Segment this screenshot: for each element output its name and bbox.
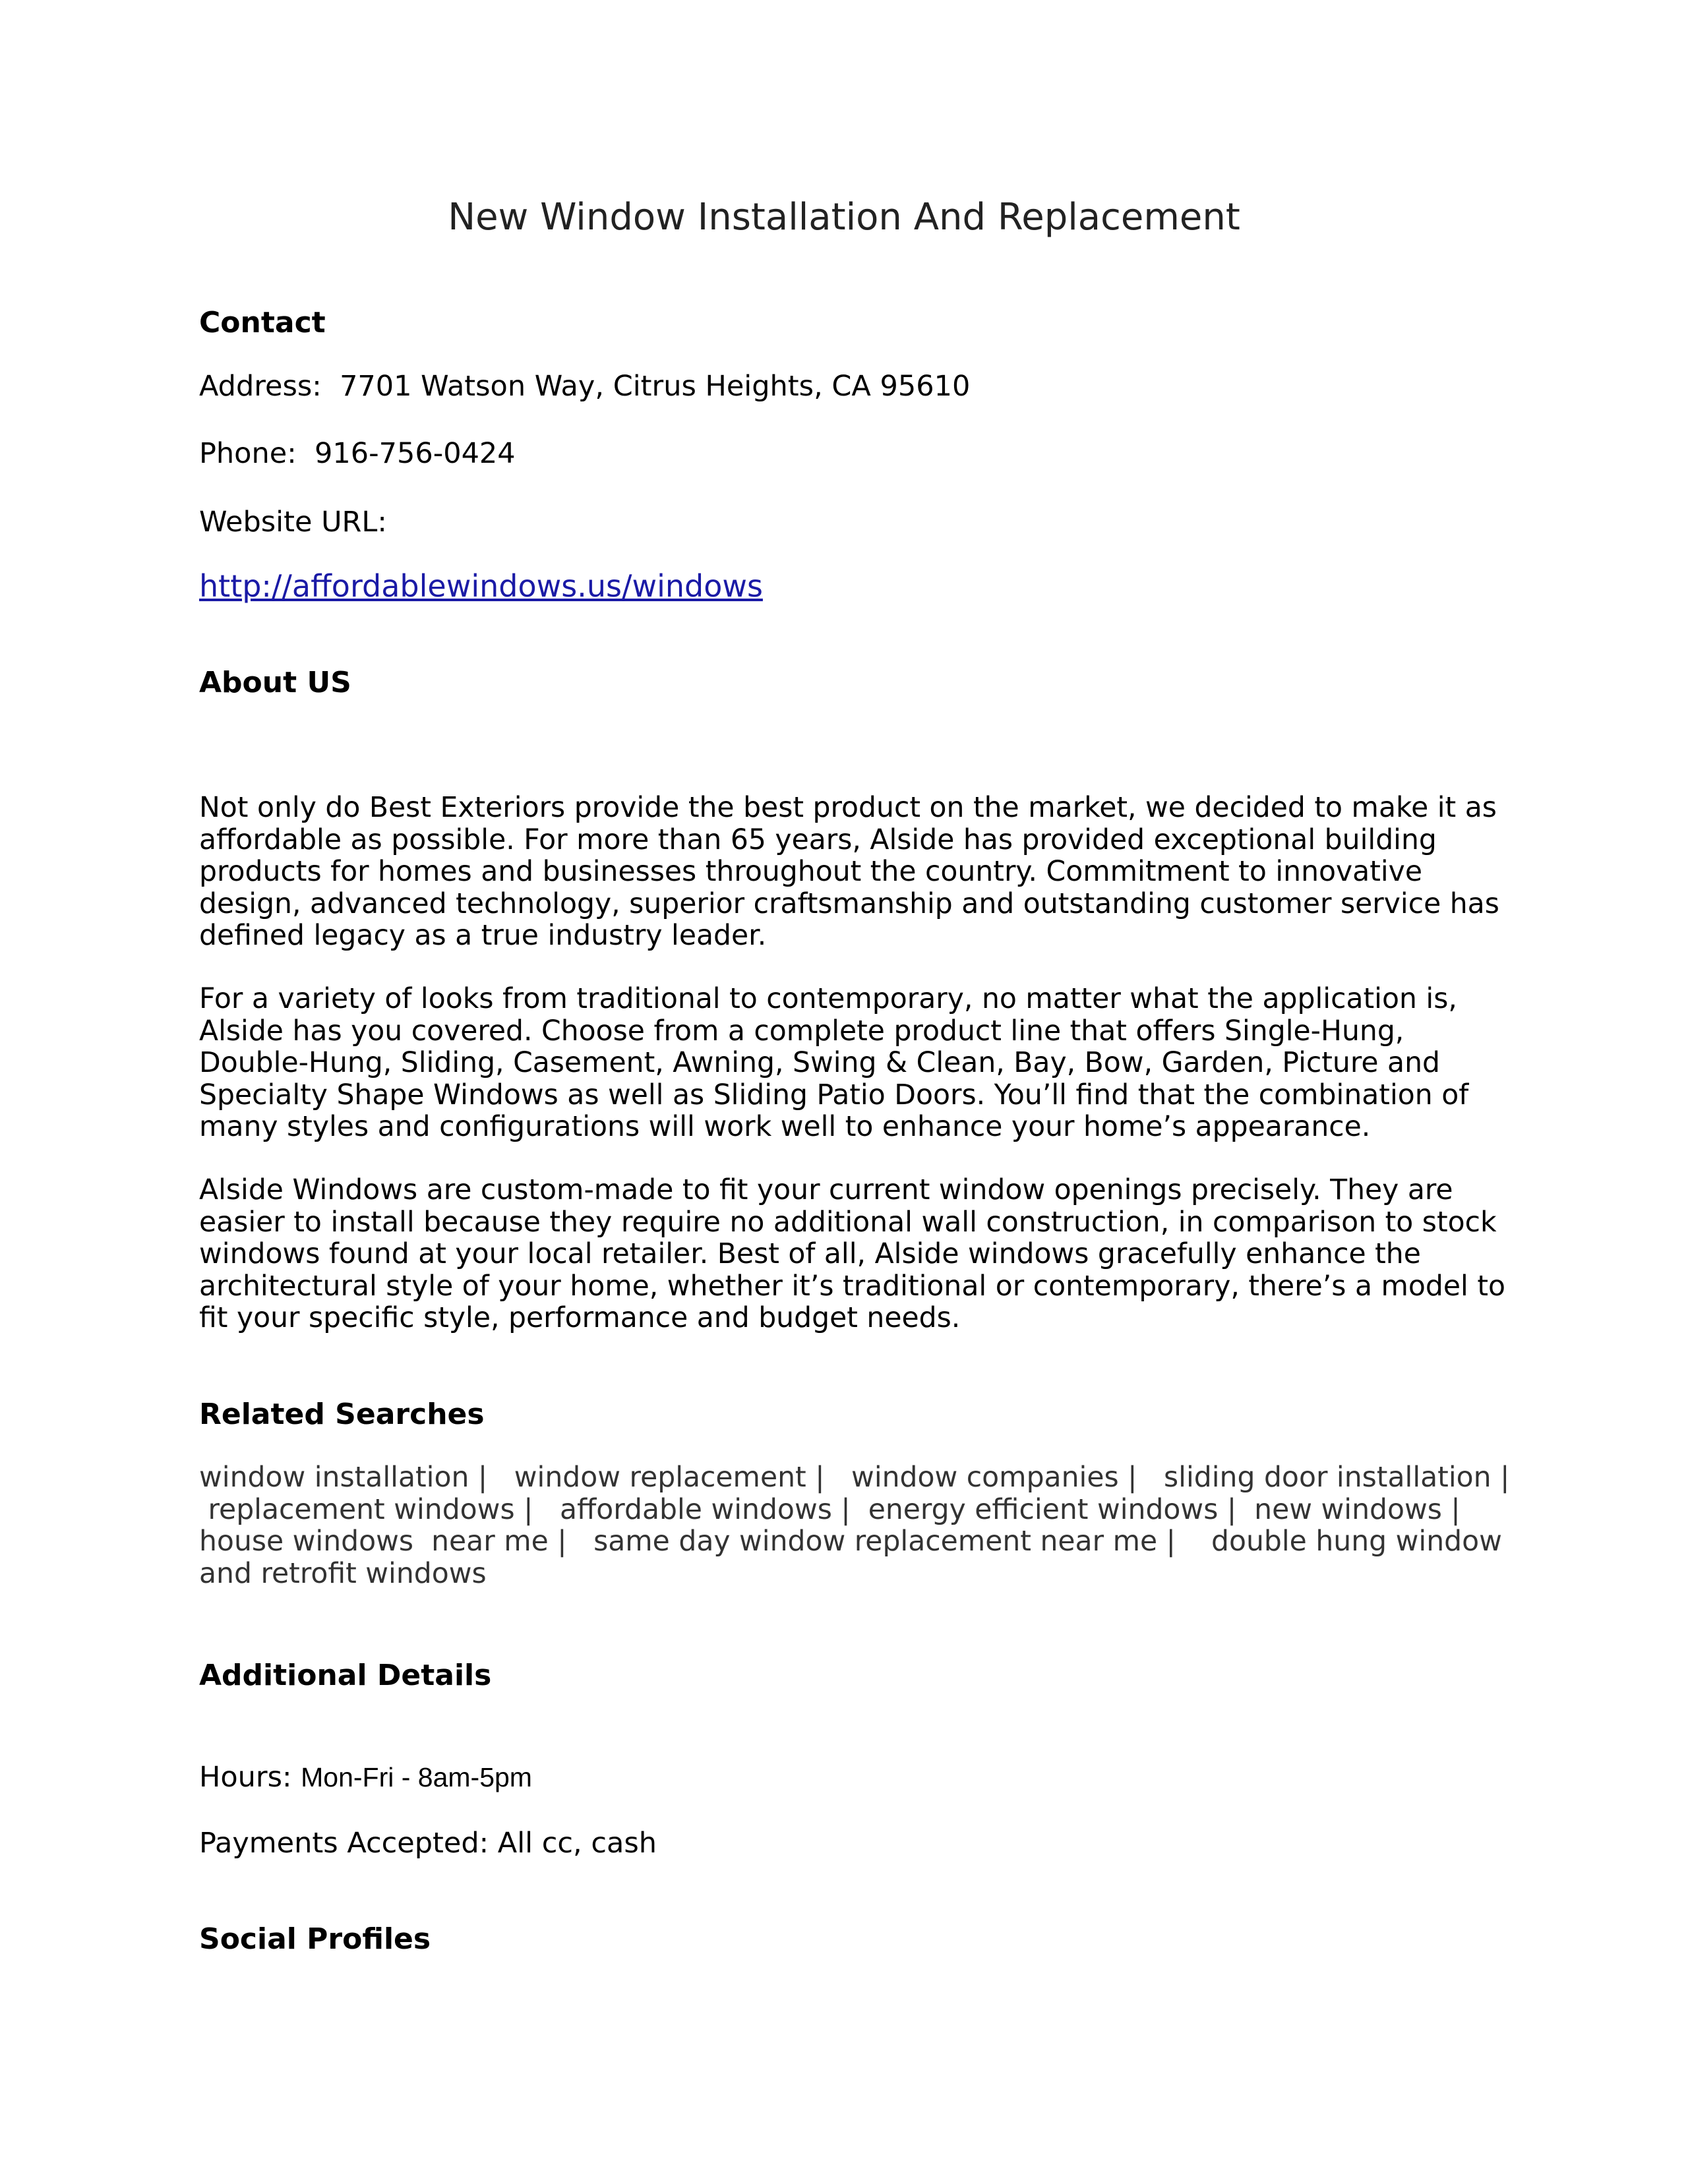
payments-value: All cc, cash xyxy=(497,1827,657,1860)
paragraph-line: defined legacy as a true industry leader. xyxy=(199,920,767,952)
related-line: replacement windows | affordable windows | energy efficient windows | new windows | xyxy=(199,1493,1461,1526)
page-title: New Window Installation And Replacement xyxy=(448,196,1240,239)
paragraph-line: Not only do Best Exteriors provide the best product on the market, we decided to make it as xyxy=(199,792,1497,824)
related-searches-list xyxy=(199,1462,1511,1590)
related-line: and retrofit windows xyxy=(199,1557,487,1590)
related-heading: Related Searches xyxy=(199,1398,485,1431)
hours-line xyxy=(199,1759,1511,1796)
phone-label: Phone: xyxy=(199,437,297,470)
social-heading: Social Profiles xyxy=(199,1922,431,1956)
about-paragraph-1 xyxy=(199,792,1511,953)
paragraph-line: affordable as possible. For more than 65 years, Alside has provided exceptional building xyxy=(199,823,1437,856)
paragraph-line: For a variety of looks from traditional to contemporary, no matter what the application is, xyxy=(199,983,1457,1015)
related-line: house windows near me | same day window replacement near me | double hung window xyxy=(199,1525,1502,1558)
hours-value: Mon-Fri - 8am-5pm xyxy=(301,1762,532,1792)
paragraph-line: many styles and configurations will work well to enhance your home’s appearance. xyxy=(199,1111,1371,1143)
address-line xyxy=(199,368,1511,405)
website-link[interactable]: http://affordablewindows.us/windows xyxy=(199,568,763,604)
paragraph-line: windows found at your local retailer. Best of all, Alside windows gracefully enhance the xyxy=(199,1238,1421,1270)
phone-value: 916-756-0424 xyxy=(315,437,516,470)
address-label: Address: xyxy=(199,370,322,403)
about-paragraph-2 xyxy=(199,984,1511,1144)
details-heading: Additional Details xyxy=(199,1659,492,1692)
related-line: window installation | window replacement | window companies | sliding door installation | xyxy=(199,1461,1510,1494)
hours-label: Hours: xyxy=(199,1761,292,1794)
phone-line xyxy=(199,435,1511,472)
paragraph-line: Alside Windows are custom-made to fit your current window openings precisely. They are xyxy=(199,1174,1453,1206)
payments-label: Payments Accepted: xyxy=(199,1827,489,1860)
about-paragraph-3 xyxy=(199,1175,1511,1335)
paragraph-line: products for homes and businesses throughout the country. Commitment to innovative xyxy=(199,856,1422,888)
paragraph-line: architectural style of your home, whether it’s traditional or contemporary, there’s a model to xyxy=(199,1270,1506,1303)
about-heading: About US xyxy=(199,666,351,699)
paragraph-line: design, advanced technology, superior craftsmanship and outstanding customer service has xyxy=(199,887,1499,920)
paragraph-line: Double-Hung, Sliding, Casement, Awning, Swing & Clean, Bay, Bow, Garden, Picture and xyxy=(199,1047,1440,1079)
payments-line xyxy=(199,1825,1511,1862)
contact-heading: Contact xyxy=(199,306,326,339)
address-value: 7701 Watson Way, Citrus Heights, CA 95610 xyxy=(340,370,971,403)
website-label: Website URL: xyxy=(199,506,387,539)
paragraph-line: easier to install because they require no additional wall construction, in comparison to stock xyxy=(199,1206,1497,1239)
paragraph-line: fit your specific style, performance and budget needs. xyxy=(199,1302,961,1334)
paragraph-line: Alside has you covered. Choose from a complete product line that offers Single-Hung, xyxy=(199,1015,1404,1048)
paragraph-line: Specialty Shape Windows as well as Sliding Patio Doors. You’ll find that the combination of xyxy=(199,1078,1469,1111)
